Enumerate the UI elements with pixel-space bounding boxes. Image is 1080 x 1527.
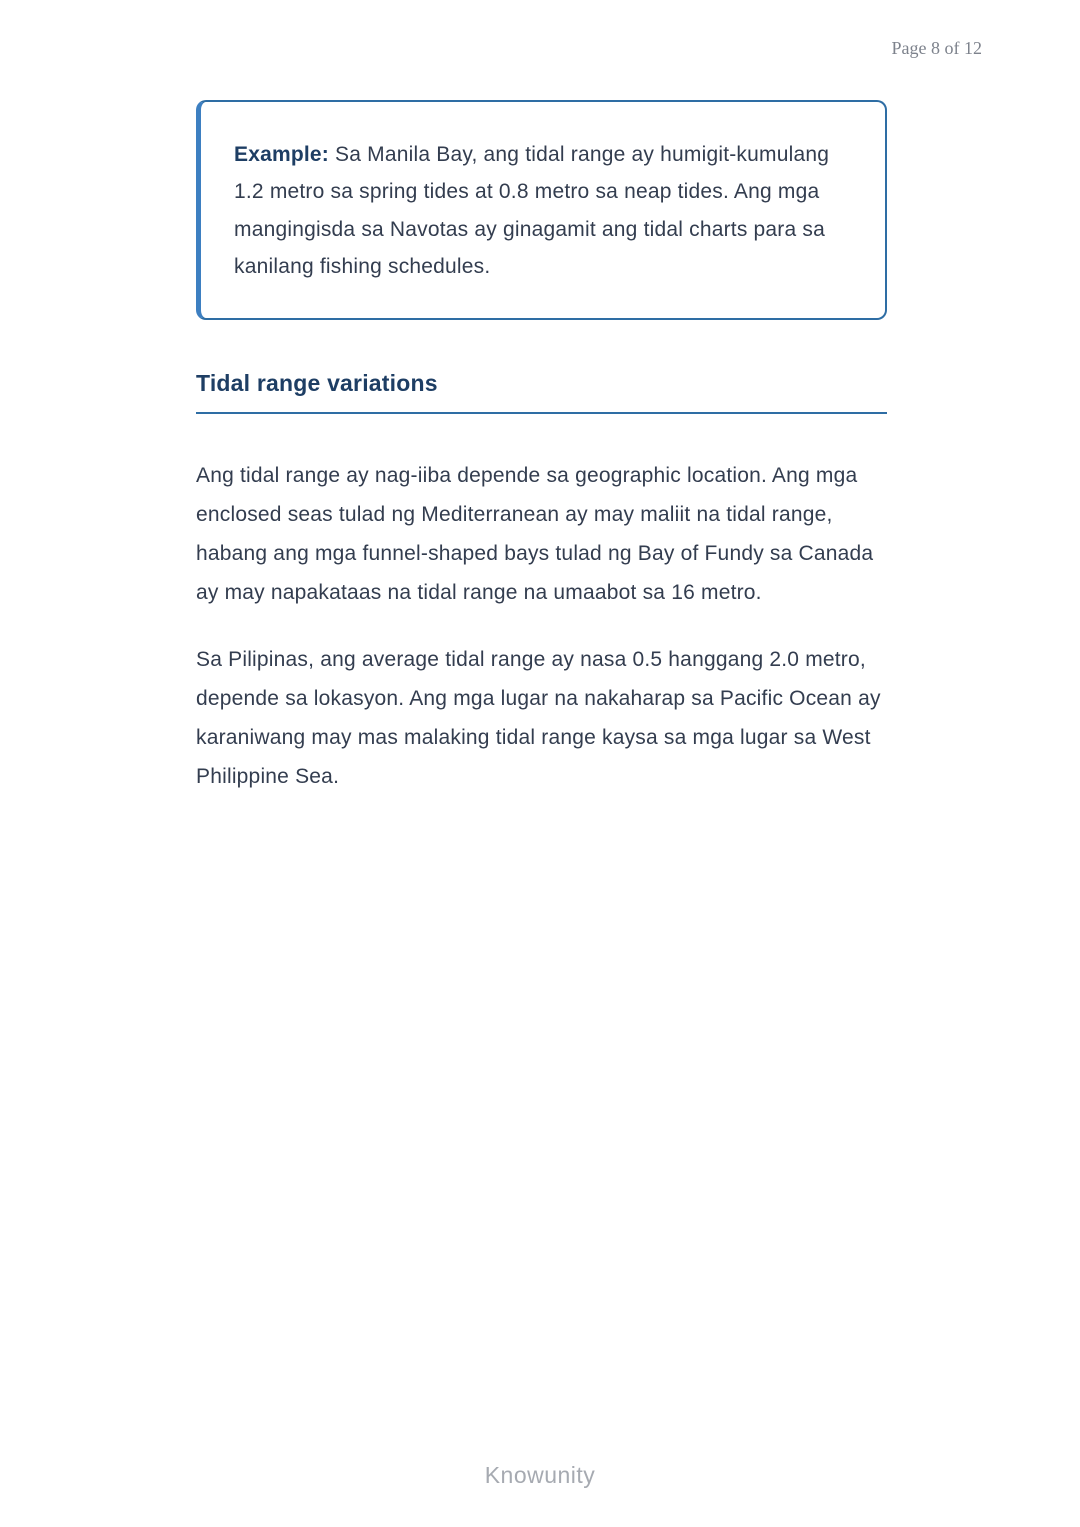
watermark-brand: Knowunity	[484, 1462, 596, 1488]
body-paragraph: Sa Pilipinas, ang average tidal range ay nasa 0.5 hanggang 2.0 metro, depende sa lokasyon. Ang mga lugar na nakaharap sa Pacific Ocean ay karaniwang may mas malaking tidal range kaysa sa mga lugar sa West Philippine Sea.	[196, 647, 881, 788]
example-callout-box	[196, 100, 887, 320]
example-text: Sa Manila Bay, ang tidal range ay humigit-kumulang 1.2 metro sa spring tides at 0.8 metro sa neap tides. Ang mga mangingisda sa Navotas ay ginagamit ang tidal charts para sa kanilang fishing schedules.	[234, 143, 830, 279]
page-number: Page 8 of 12	[891, 38, 982, 58]
section-heading: Tidal range variations	[196, 370, 887, 414]
body-paragraph: Ang tidal range ay nag-iiba depende sa geographic location. Ang mga enclosed seas tulad ng Mediterranean ay may maliit na tidal range, habang ang mga funnel-shaped bays tulad ng Bay of Fundy sa Canada ay may napakataas na tidal range na umaabot sa 16 metro.	[196, 463, 874, 604]
example-label: Example:	[234, 143, 329, 166]
document-content	[196, 100, 887, 796]
